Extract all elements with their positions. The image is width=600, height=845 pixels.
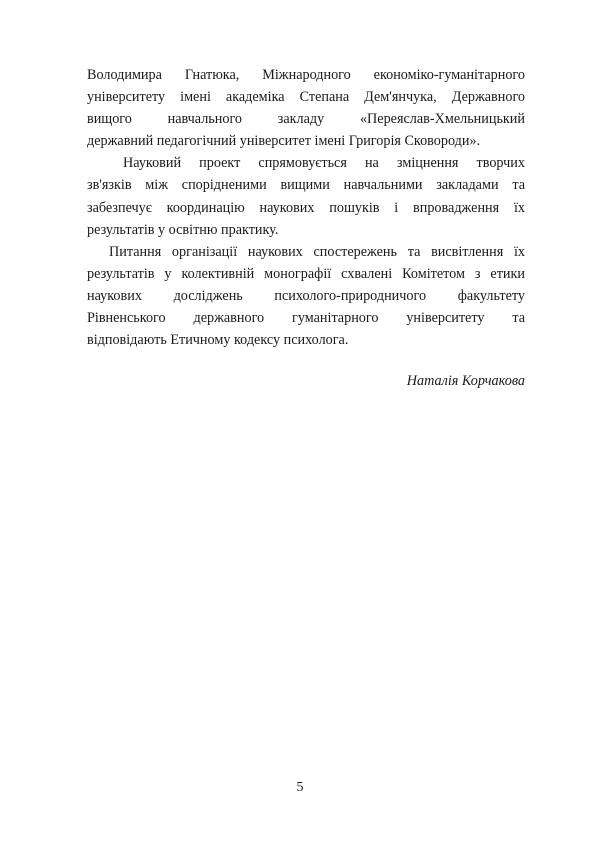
text-line: наукових досліджень психолого-природничого факультету — [87, 287, 525, 304]
text-line: відповідають Етичному кодексу психолога. — [87, 332, 349, 349]
body-text — [87, 64, 525, 351]
text-line: державний педагогічний університет імені Григорія Сковороди». — [87, 133, 481, 150]
text-line: зв'язків між спорідненими вищими навчальними закладами та — [87, 177, 525, 194]
author-signature: Наталія Корчакова — [406, 373, 525, 389]
text-line: університету імені академіка Степана Дем'янчука, Державного — [87, 89, 525, 106]
text-line: Рівненського державного гуманітарного університету та — [87, 310, 525, 327]
text-line: Науковий проект спрямовується на зміцнення творчих — [123, 155, 525, 172]
paragraph-3 — [87, 241, 525, 351]
text-line: результатів у колективній монографії схвалені Комітетом з етики — [87, 265, 525, 282]
text-line: забезпечує координацію наукових пошуків і впровадження їх — [87, 199, 525, 216]
text-line: Володимира Гнатюка, Міжнародного економіко-гуманітарного — [87, 67, 525, 83]
text-line: Питання організації наукових спостережень та висвітлення їх — [109, 243, 525, 260]
paragraph-2 — [87, 152, 525, 240]
text-line: результатів у освітню практику. — [87, 221, 279, 238]
paragraph-1 — [87, 64, 525, 152]
text-line: вищого навчального закладу «Переяслав-Хмельницький — [87, 111, 525, 128]
page-number: 5 — [296, 780, 304, 795]
